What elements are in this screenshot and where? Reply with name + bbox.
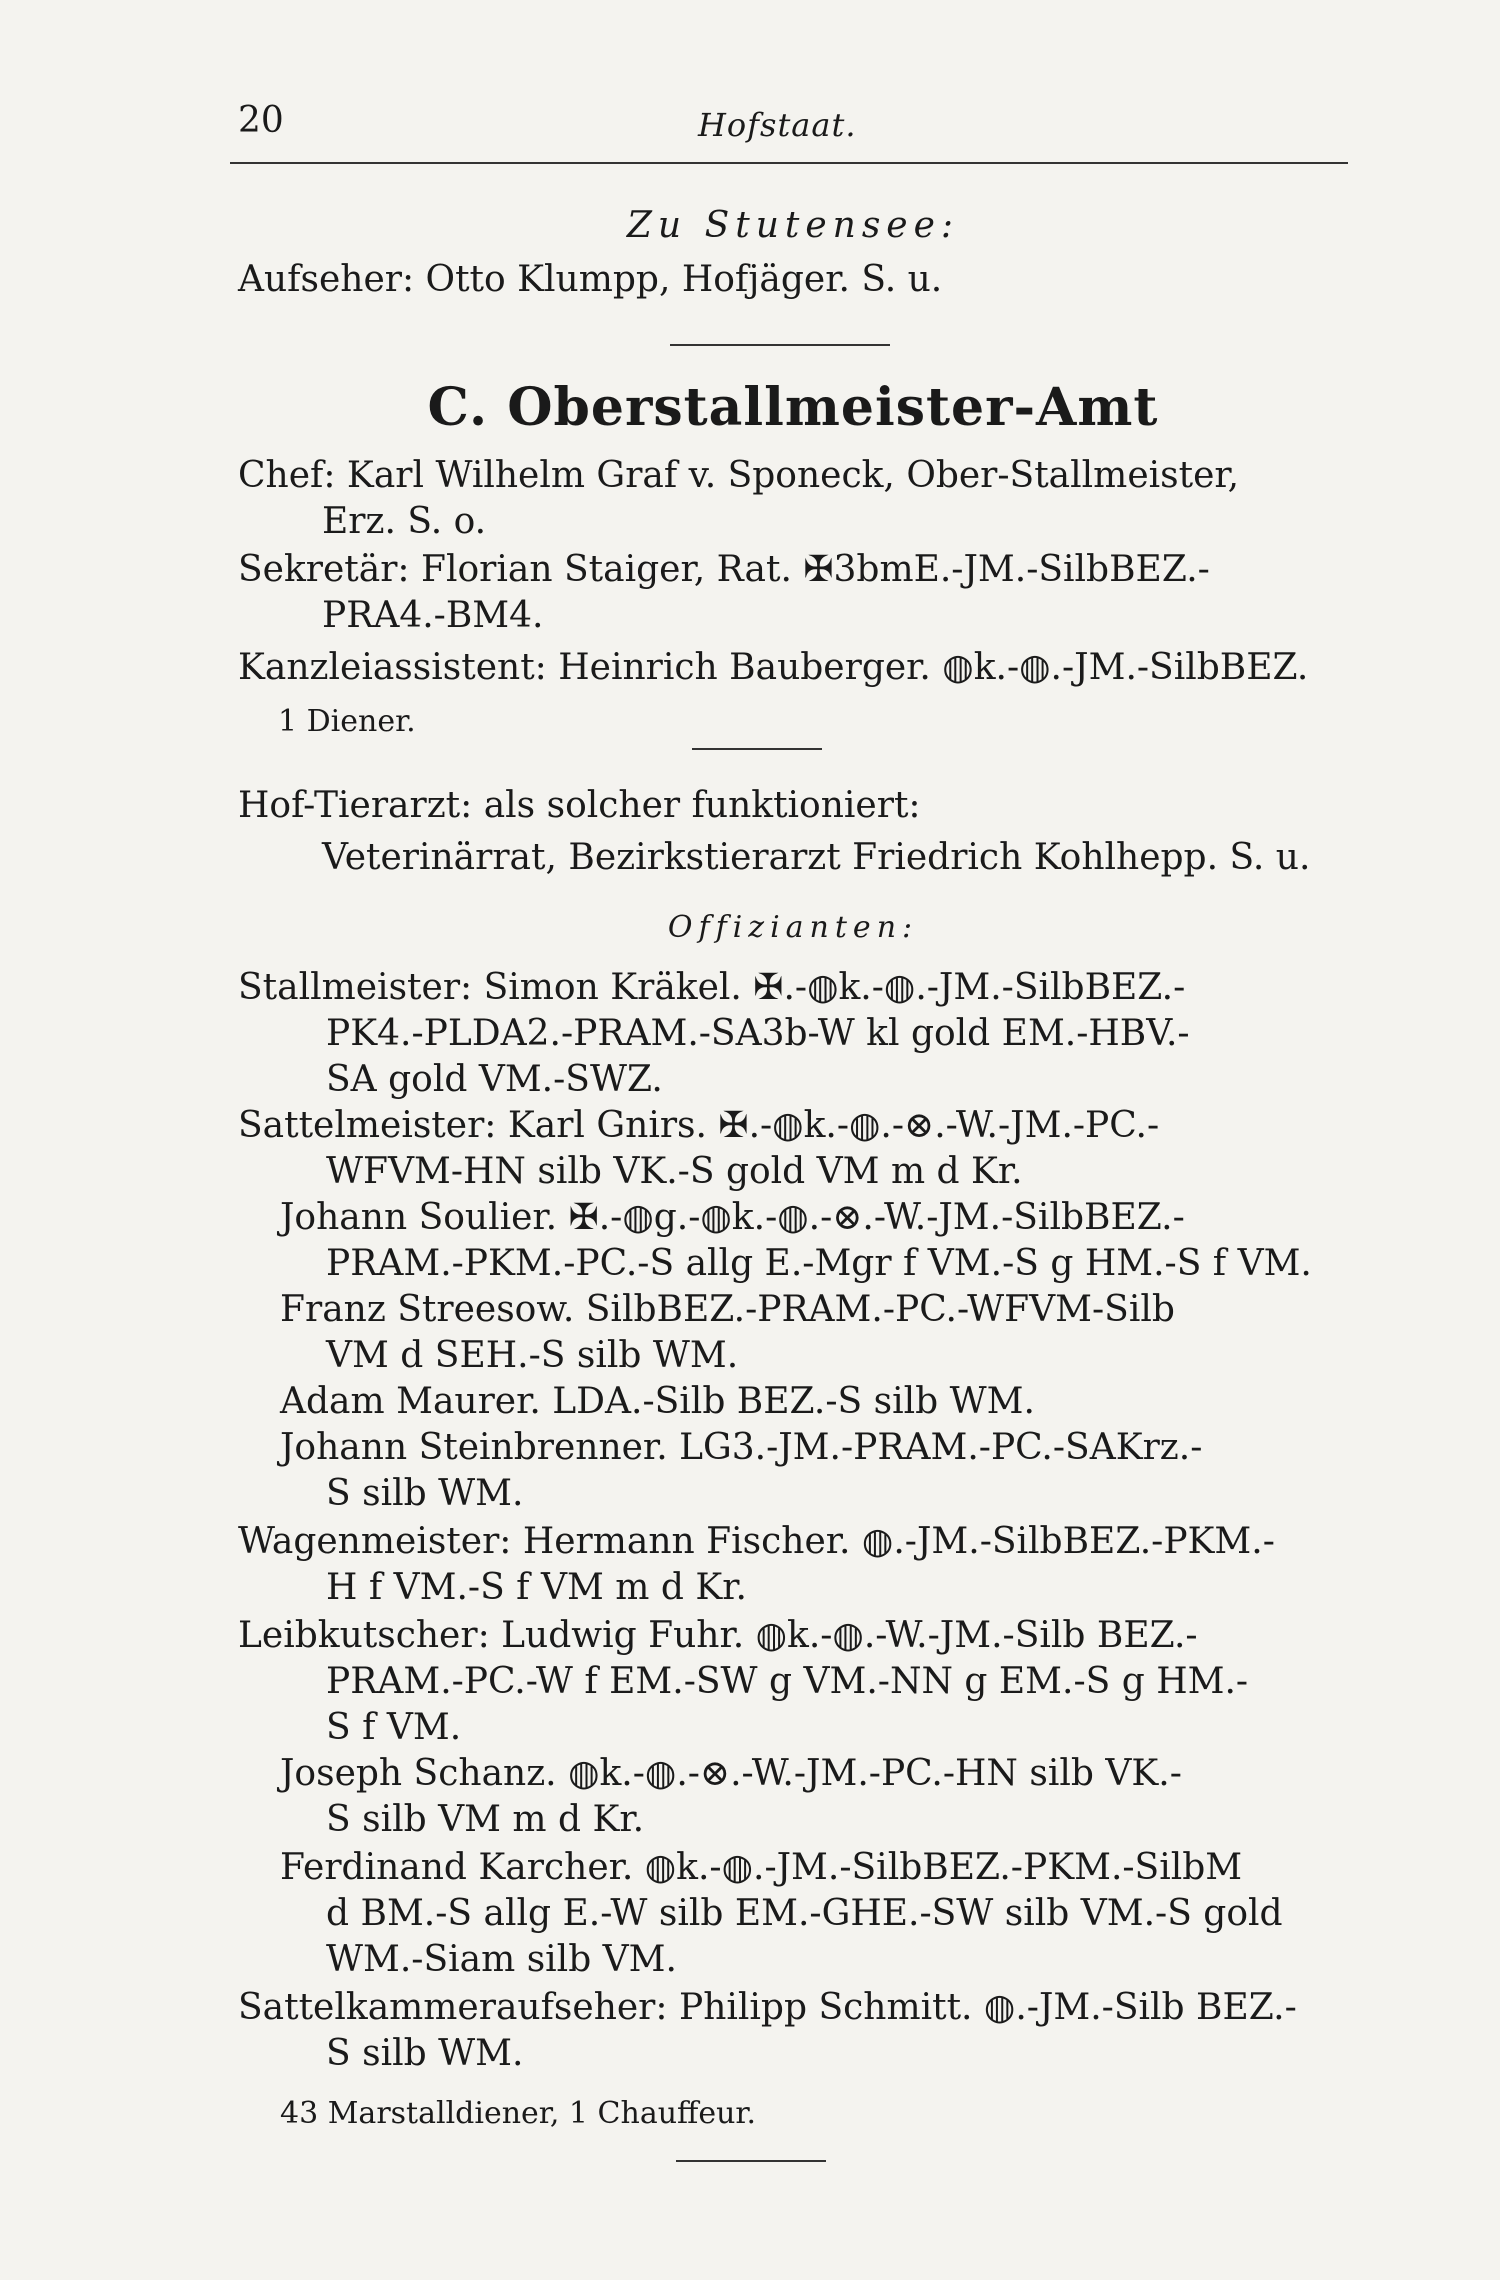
entry-line: Sattelkammeraufseher: Philipp Schmitt. ◍.-JM.-Silb BEZ.- <box>238 1987 1297 2028</box>
entry-line: Ferdinand Karcher. ◍k.-◍.-JM.-SilbBEZ.-PKM.-SilbM <box>280 1847 1243 1888</box>
entry-line: Hof-Tierarzt: als solcher funktioniert: <box>238 785 921 826</box>
entry-line: WFVM-HN silb VK.-S gold VM m d Kr. <box>326 1151 1023 1192</box>
header-divider <box>230 162 1348 164</box>
entry-line: S f VM. <box>326 1707 462 1748</box>
entry-line: Veterinärrat, Bezirkstierarzt Friedrich Kohlhepp. S. u. <box>322 837 1311 878</box>
entry-line: Kanzleiassistent: Heinrich Bauberger. ◍k.-◍.-JM.-SilbBEZ. <box>238 647 1309 688</box>
entry-line: VM d SEH.-S silb WM. <box>326 1335 739 1376</box>
entry-line: Franz Streesow. SilbBEZ.-PRAM.-PC.-WFVM-Silb <box>280 1289 1175 1330</box>
entry-line: SA gold VM.-SWZ. <box>326 1059 663 1100</box>
entry-line: Stallmeister: Simon Kräkel. ✠.-◍k.-◍.-JM.-SilbBEZ.- <box>238 967 1186 1008</box>
entry-line: Erz. S. o. <box>322 501 487 542</box>
section-divider <box>692 748 822 750</box>
running-head: Hofstaat. <box>698 106 857 144</box>
entry-line: S silb WM. <box>326 1473 524 1514</box>
entry-line: PRA4.-BM4. <box>322 595 544 636</box>
stutensee-entry: Aufseher: Otto Klumpp, Hofjäger. S. u. <box>238 259 943 300</box>
section-heading-stutensee: Zu Stutensee: <box>626 205 960 246</box>
entry-line: Johann Soulier. ✠.-◍g.-◍k.-◍.-⊗.-W.-JM.-SilbBEZ.- <box>280 1197 1185 1238</box>
entry-line: S silb WM. <box>326 2033 524 2074</box>
entry-line: Chef: Karl Wilhelm Graf v. Sponeck, Ober-Stallmeister, <box>238 455 1240 496</box>
entry-line: d BM.-S allg E.-W silb EM.-GHE.-SW silb VM.-S gold <box>326 1893 1283 1934</box>
entry-line: Sattelmeister: Karl Gnirs. ✠.-◍k.-◍.-⊗.-W.-JM.-PC.- <box>238 1105 1160 1146</box>
entry-line: PK4.-PLDA2.-PRAM.-SA3b-W kl gold EM.-HBV.- <box>326 1013 1190 1054</box>
entry-line: Leibkutscher: Ludwig Fuhr. ◍k.-◍.-W.-JM.-Silb BEZ.- <box>238 1615 1198 1656</box>
section-divider <box>670 344 890 346</box>
entry-line: Sekretär: Florian Staiger, Rat. ✠3bmE.-JM.-SilbBEZ.- <box>238 549 1210 590</box>
entry-line: Adam Maurer. LDA.-Silb BEZ.-S silb WM. <box>280 1381 1035 1422</box>
entry-line: 43 Marstalldiener, 1 Chauffeur. <box>280 2096 757 2131</box>
page-header <box>238 100 1348 160</box>
section-heading-offizianten: Offizianten: <box>667 910 919 945</box>
section-divider <box>676 2160 826 2162</box>
entry-line: WM.-Siam silb VM. <box>326 1939 677 1980</box>
section-title-oberstallmeister: C. Oberstallmeister-Amt <box>427 377 1159 438</box>
entry-line: 1 Diener. <box>278 704 416 739</box>
entry-line: Wagenmeister: Hermann Fischer. ◍.-JM.-SilbBEZ.-PKM.- <box>238 1521 1275 1562</box>
entry-line: Joseph Schanz. ◍k.-◍.-⊗.-W.-JM.-PC.-HN silb VK.- <box>280 1753 1182 1794</box>
page-number: 20 <box>238 100 284 141</box>
entry-line: H f VM.-S f VM m d Kr. <box>326 1567 747 1608</box>
entry-line: PRAM.-PKM.-PC.-S allg E.-Mgr f VM.-S g HM.-S f VM. <box>326 1243 1312 1284</box>
entry-line: PRAM.-PC.-W f EM.-SW g VM.-NN g EM.-S g HM.- <box>326 1661 1249 1702</box>
entry-line: Johann Steinbrenner. LG3.-JM.-PRAM.-PC.-SAKrz.- <box>280 1427 1203 1468</box>
entry-line: S silb VM m d Kr. <box>326 1799 645 1840</box>
